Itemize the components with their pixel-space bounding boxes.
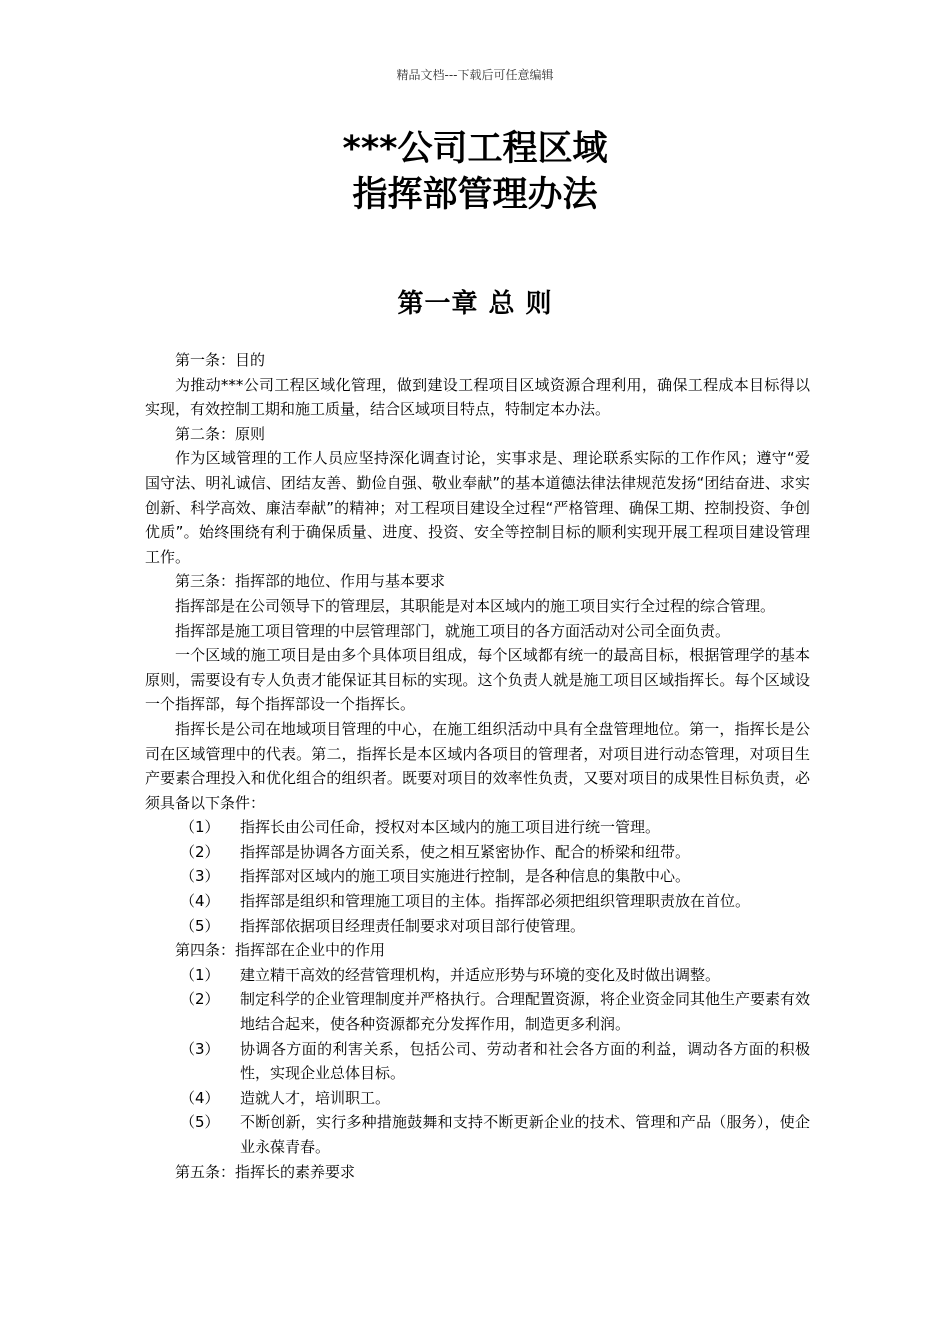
- article-5-heading: 第五条：指挥长的素养要求: [175, 1162, 356, 1181]
- list-item: [145, 815, 810, 840]
- article-2-text: 作为区域管理的工作人员应坚持深化调查讨论，实事求是、理论联系实际的工作作风；遵守“爱国守法、明礼诚信、团结友善、勤俭自强、敬业奉献”的基本道德法律法律规范发扬“团结奋进、求实创新、科学高效、廉洁奉献”的精神；对工程项目建设全过程“严格管理、确保工期、控制投资、争创优质”。始终围绕有利于确保质量、进度、投资、安全等控制目标的顺利实现开展工程项目建设管理工作。: [145, 449, 810, 566]
- article-1-heading: 第一条：目的: [175, 351, 266, 369]
- list-item-text: 造就人才，培训职工。: [240, 1088, 391, 1107]
- list-item-number: （4）: [180, 892, 220, 911]
- article-3-paragraph: 指挥部是在公司领导下的管理层，其职能是对本区域内的施工项目实行全过程的综合管理。: [175, 596, 776, 615]
- list-item-text: 协调各方面的利害关系，包括公司、劳动者和社会各方面的利益，调动各方面的积极性，实现企业总体目标。: [240, 1039, 810, 1083]
- list-item-number: （2）: [180, 842, 220, 861]
- list-item-text: 制定科学的企业管理制度并严格执行。合理配置资源，将企业资金同其他生产要素有效地结合起来，使各种资源都充分发挥作用，制造更多利润。: [240, 990, 811, 1034]
- document-body: [145, 348, 810, 1184]
- article-3-list: [145, 815, 810, 938]
- list-item-text: 不断创新，实行多种措施鼓舞和支持不断更新企业的技术、管理和产品（服务），使企业永葆青春。: [240, 1113, 810, 1156]
- article-3-paragraph: 指挥长是公司在地域项目管理的中心，在施工组织活动中具有全盘管理地位。第一，指挥长是公司在区域管理中的代表。第二，指挥长是本区域内各项目的管理者，对项目进行动态管理，对项目生产要素合理投入和优化组合的组织者。既要对项目的效率性负责，又要对项目的成果性目标负责，必须具备以下条件：: [145, 719, 810, 812]
- list-item: [145, 1086, 810, 1111]
- list-item-number: （5）: [180, 1113, 220, 1132]
- list-item-number: （1）: [180, 818, 220, 837]
- list-item-number: （1）: [180, 965, 220, 984]
- list-item: [145, 889, 810, 914]
- list-item: [145, 987, 810, 1036]
- list-item-text: 指挥部是协调各方面关系，使之相互紧密协作、配合的桥梁和纽带。: [240, 842, 691, 861]
- article-4-heading: 第四条：指挥部在企业中的作用: [175, 941, 386, 960]
- article-1-text: 为推动***公司工程区域化管理，做到建设工程项目区域资源合理利用，确保工程成本目标得以实现，有效控制工期和施工质量，结合区域项目特点，特制定本办法。: [145, 375, 810, 419]
- list-item: [145, 864, 810, 889]
- chapter-title: 第一章 总 则: [397, 289, 553, 319]
- title-line-1: ***公司工程区域: [342, 129, 608, 169]
- list-item: [145, 1110, 810, 1159]
- list-item-number: （2）: [180, 990, 220, 1009]
- list-item: [145, 963, 810, 988]
- title-line-2: 指挥部管理办法: [352, 175, 598, 215]
- list-item-text: 指挥部依据项目经理责任制要求对项目部行使管理。: [240, 916, 586, 935]
- list-item-text: 指挥部是组织和管理施工项目的主体。指挥部必须把组织管理职责放在首位。: [240, 892, 751, 911]
- list-item-number: （3）: [180, 1039, 220, 1058]
- list-item-number: （3）: [180, 867, 220, 886]
- document-title: [0, 126, 950, 218]
- list-item: [145, 1037, 810, 1086]
- header-note: 精品文档---下载后可任意编辑: [396, 68, 554, 82]
- article-3-paragraph: 指挥部是施工项目管理的中层管理部门，就施工项目的各方面活动对公司全面负责。: [175, 621, 731, 640]
- list-item-text: 指挥部对区域内的施工项目实施进行控制，是各种信息的集散中心。: [240, 867, 691, 886]
- list-item-text: 建立精干高效的经营管理机构，并适应形势与环境的变化及时做出调整。: [240, 965, 721, 984]
- article-3-heading: 第三条：指挥部的地位、作用与基本要求: [175, 572, 446, 591]
- list-item-number: （4）: [180, 1088, 220, 1107]
- list-item-number: （5）: [180, 916, 220, 935]
- list-item: [145, 840, 810, 865]
- list-item-text: 指挥长由公司任命，授权对本区域内的施工项目进行统一管理。: [240, 818, 661, 837]
- list-item: [145, 914, 810, 939]
- article-2-heading: 第二条：原则: [175, 424, 266, 443]
- article-4-list: [145, 963, 810, 1160]
- article-3-paragraph: 一个区域的施工项目是由多个具体项目组成，每个区域都有统一的最高目标，根据管理学的基本原则，需要设有专人负责才能保证其目标的实现。这个负责人就是施工项目区域指挥长。每个区域设一个指挥部，每个指挥部设一个指挥长。: [145, 646, 810, 714]
